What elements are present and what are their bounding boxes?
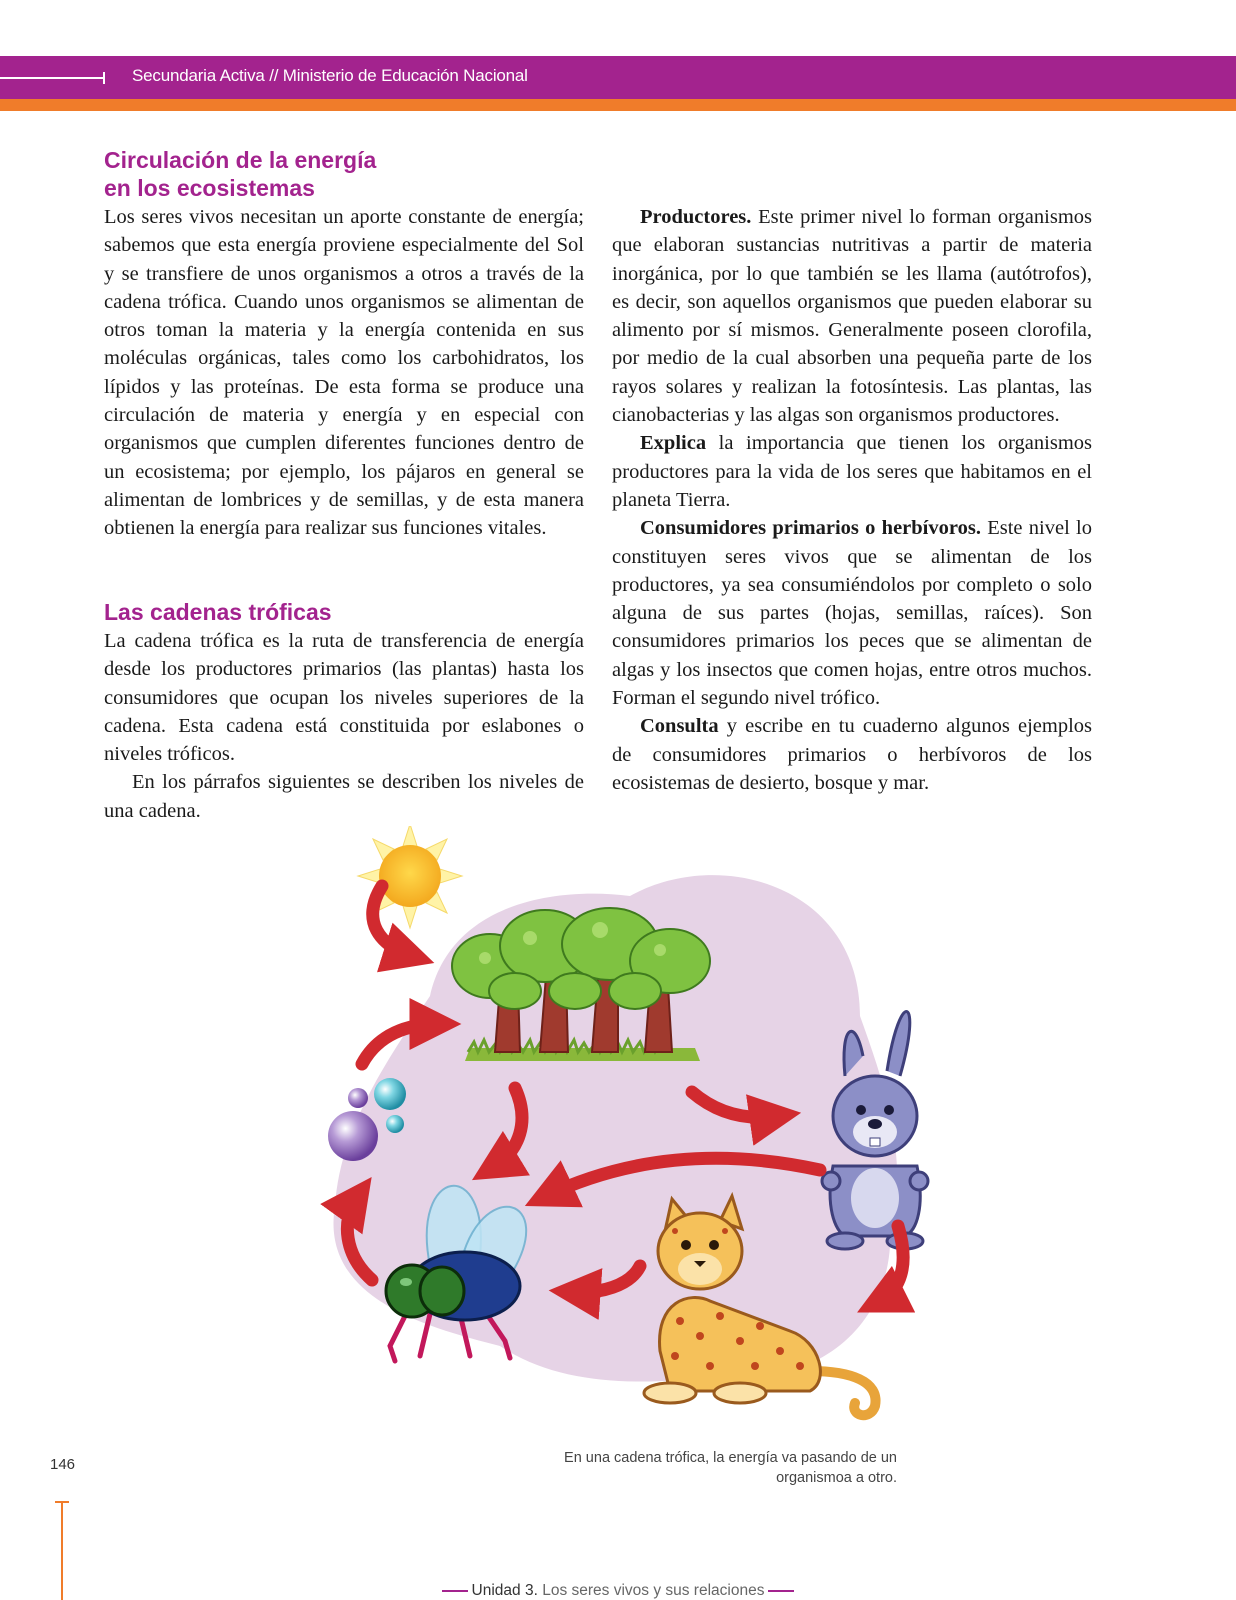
paragraph-explain — [612, 429, 1092, 514]
section-heading-energy — [104, 146, 376, 202]
paragraph-producers — [612, 203, 1092, 429]
left-column-block-2 — [104, 627, 584, 825]
primary-consumers-text: Este nivel lo constituyen seres vivos que se alimentan de los productores, ya sea consumiéndolos por completo o solo alguna de sus partes (hojas, semillas, raíces). Son consumidores primarios los peces que se alimentan de algas y los insectos que comen hojas, entre otros muchos. Forman el segundo nivel trófico. — [612, 517, 1092, 710]
paragraph-primary-consumers — [612, 514, 1092, 712]
section-heading-chains: Las cadenas tróficas — [104, 599, 332, 625]
footer — [0, 1582, 1236, 1600]
term-primary-consumers: Consumidores primarios o herbívoros. — [640, 517, 981, 540]
term-explain: Explica — [640, 432, 707, 455]
producers-text: Este primer nivel lo forman organismos que elaboran sustancias nutritivas a partir de materia inorgánica, por lo que también se les llama (autótrofos), es decir, son aquellos organismos que pueden elaborar su alimento por sí mismos. Generalmente poseen clorofila, por medio de la cual absorben una pequeña parte de los rayos solares y realizan la fotosíntesis. Las plantas, las cianobacterias y las algas son organismos productores. — [612, 206, 1092, 427]
footer-rule-left — [442, 1590, 468, 1592]
term-producers: Productores. — [640, 206, 752, 228]
term-consult: Consulta — [640, 715, 719, 738]
consult-text: y escribe en tu cuaderno algunos ejemplos de consumidores primarios o herbívoros de los ecosistemas de desierto, bosque y mar. — [612, 715, 1092, 794]
food-chain-illustration — [300, 826, 940, 1436]
header-rule-tick — [103, 72, 105, 84]
left-column-block-1 — [104, 203, 584, 543]
header-rule — [0, 77, 104, 79]
header-title: Secundaria Activa // Ministerio de Educación Nacional — [132, 66, 528, 85]
footer-unit-label: Unidad 3. — [471, 1582, 538, 1599]
paragraph-consult — [612, 712, 1092, 797]
heading-line-2: en los ecosistemas — [104, 175, 315, 201]
header-accent-stripe — [0, 99, 1236, 111]
explain-text: la importancia que tienen los organismos productores para la vida de los seres que habitamos en el planeta Tierra. — [612, 432, 1092, 511]
paragraph-chain-definition: La cadena trófica es la ruta de transferencia de energía desde los productores primarios (las plantas) hasta los consumidores que ocupan los niveles superiores de la cadena. Esta cadena está constituida por eslabones o niveles tróficos. — [104, 630, 584, 766]
paragraph-levels-intro: En los párrafos siguientes se describen los niveles de una cadena. — [104, 771, 584, 822]
heading-line-1: Circulación de la energía — [104, 147, 377, 173]
paragraph-energy: Los seres vivos necesitan un aporte constante de energía; sabemos que esta energía proviene especialmente del Sol y se transfiere de unos organismos a otros a través de la cadena trófica. Cuando unos organismos se alimentan de otros toman la materia y la energía contenida en sus moléculas orgánicas, tales como los carbohidratos, los lípidos y las proteínas. De esta forma se produce una circulación de materia y energía y en especial con organismos que cumplen diferentes funciones dentro de un ecosistema; por ejemplo, los pájaros en general se alimentan de lombrices y de semillas, y de esta manera obtienen la energía para realizar sus funciones vitales. — [104, 206, 584, 540]
figure-caption: En una cadena trófica, la energía va pasando de un organismoa a otro. — [564, 1450, 897, 1486]
right-column — [612, 203, 1092, 797]
page-number: 146 — [50, 1456, 76, 1473]
footer-rule-right — [768, 1590, 794, 1592]
footer-unit-title: Los seres vivos y sus relaciones — [537, 1582, 765, 1599]
